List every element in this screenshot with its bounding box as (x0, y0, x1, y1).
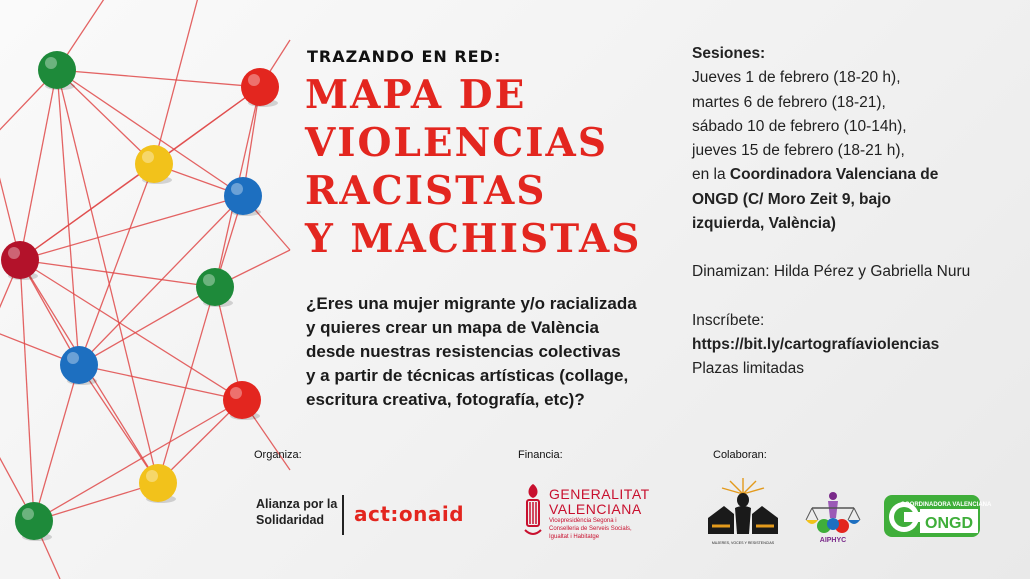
gv-sub-line: Igualtat i Habitatge (549, 534, 600, 540)
network-string (20, 196, 243, 260)
network-string (158, 287, 215, 483)
network-string (20, 70, 57, 260)
question-line: escritura creativa, fotografía, etc)? (306, 390, 585, 409)
generalitat-department (549, 517, 632, 541)
gv-line: GENERALITAT (549, 486, 650, 502)
mujeres-voces-resistencias-logo (704, 476, 782, 548)
question-line: ¿Eres una mujer migrante y/o racializada (306, 294, 637, 313)
event-kicker: TRAZANDO EN RED: (307, 47, 502, 66)
event-title (305, 71, 641, 263)
cv-top-text: COORDINADORA VALENCIANA (900, 502, 992, 508)
facilitators-text: Dinamizan: Hilda Pérez y Gabriella Nuru (692, 263, 971, 281)
question-line: y quieres crear un mapa de València (306, 318, 599, 337)
actionaid-logo: act:onaid (354, 502, 465, 526)
network-string (34, 365, 79, 521)
network-string (79, 164, 154, 365)
pin-crimson (1, 241, 39, 280)
question-line: y a partir de técnicas artísticas (collage, (306, 366, 629, 385)
venue-address: ONGD (C/ Moro Zeit 9, bajo (692, 190, 891, 208)
cv-ongd-text: ONGD (925, 515, 973, 532)
venue-name: Coordinadora Valenciana de (729, 166, 939, 184)
signup-note: Plazas limitadas (692, 360, 804, 378)
pin-green (196, 268, 234, 307)
network-string (34, 483, 158, 521)
colaboran-label: Colaboran: (713, 449, 767, 461)
generalitat-name (549, 487, 650, 517)
signup-label: Inscríbete: (692, 311, 765, 329)
organiza-label: Organiza: (254, 449, 302, 461)
venue-address: izquierda, València) (692, 215, 836, 233)
session-date: martes 6 de febrero (18-21), (692, 93, 886, 111)
title-line: RACISTAS (305, 168, 547, 214)
pin-red (241, 68, 279, 107)
alianza-logo (256, 496, 337, 528)
network-string (57, 70, 260, 87)
alianza-line: Solidaridad (256, 513, 325, 527)
title-line: MAPA DE (305, 72, 527, 118)
sessions-heading: Sesiones: (692, 45, 766, 62)
coordinadora-ongd-logo (884, 495, 992, 537)
mvr-caption: MUJERES, VOCES Y RESISTENCIAS (711, 541, 775, 545)
session-date: Jueves 1 de febrero (18-20 h), (692, 69, 901, 87)
alianza-line: Alianza por la (256, 497, 338, 511)
pin-blue (60, 346, 98, 385)
logo-divider (342, 495, 344, 535)
pin-yellow (139, 464, 177, 503)
network-string (79, 287, 215, 365)
invitation-question (306, 292, 656, 412)
pin-green (15, 502, 53, 541)
aiphyc-logo (800, 488, 866, 548)
session-date: sábado 10 de febrero (10-14h), (692, 117, 907, 135)
financia-label: Financia: (518, 449, 563, 461)
title-line: Y MACHISTAS (305, 216, 642, 262)
title-line: VIOLENCIAS (305, 120, 608, 166)
pin-red (223, 381, 261, 420)
gv-sub-line: Vicepresidència Segona i (549, 518, 617, 524)
question-line: desde nuestras resistencias colectivas (306, 342, 621, 361)
network-string (20, 260, 34, 521)
venue-prefix: en la (692, 166, 730, 184)
pin-network-illustration (0, 0, 290, 579)
aiphyc-text: AIPHYC (819, 537, 847, 544)
network-string (34, 400, 242, 521)
signup-link[interactable]: https://bit.ly/cartografíaviolencias (692, 335, 940, 353)
gv-sub-line: Conselleria de Serveis Socials, (549, 526, 632, 532)
network-string (20, 260, 215, 287)
gv-line: VALENCIANA (549, 501, 642, 517)
generalitat-emblem-icon (521, 480, 545, 540)
pin-yellow (135, 145, 173, 184)
session-date: jueves 15 de febrero (18-21 h), (692, 142, 905, 160)
venue-line (692, 163, 1012, 187)
event-info (692, 42, 1012, 382)
